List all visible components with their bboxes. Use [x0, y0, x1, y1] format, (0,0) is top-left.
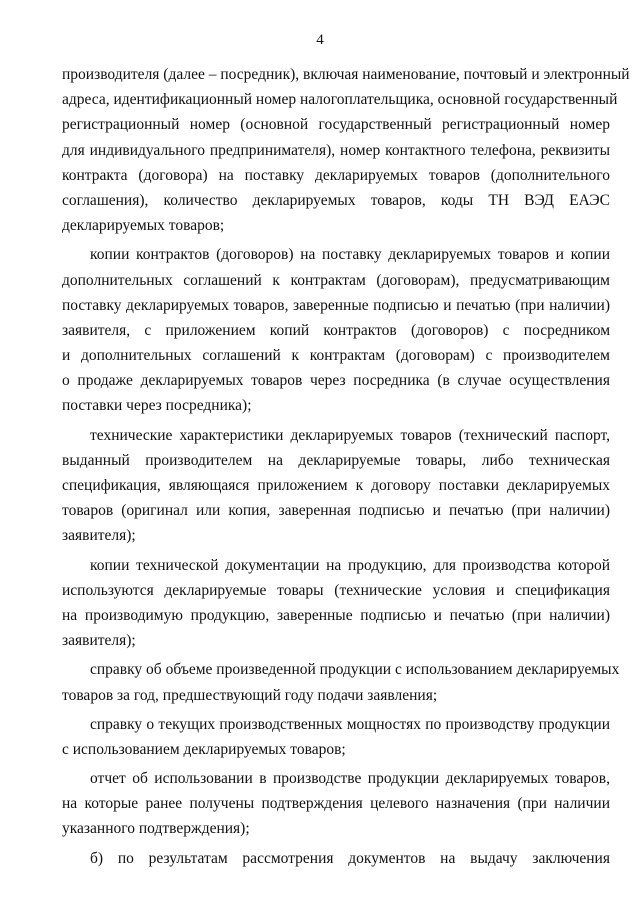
- text-line: для индивидуального предпринимателя), номер контактного телефона, реквизиты: [62, 141, 610, 159]
- paragraph-producer-details: [62, 62, 630, 238]
- text-line: заявителя, с приложением копий контрактов (договоров) с посредником: [62, 321, 610, 339]
- paragraph-production-capacity: [62, 712, 610, 762]
- paragraph-section-b: [62, 846, 610, 871]
- text-line: копии технической документации на продукцию, для производства которой: [90, 556, 610, 574]
- text-line: товаров за год, предшествующий году подачи заявления;: [62, 686, 438, 704]
- text-line: поставки через посредника);: [62, 397, 252, 415]
- text-line: и дополнительных соглашений к контрактам (договорам) с производителем: [62, 347, 610, 365]
- text-line: заявителя);: [62, 632, 136, 650]
- text-line: поставку декларируемых товаров, заверенные подписью и печатью (при наличии): [62, 296, 610, 314]
- text-line: спецификация, являющаяся приложением к договору поставки декларируемых: [62, 477, 610, 494]
- text-line: копии контрактов (договоров) на поставку декларируемых товаров и копии: [90, 246, 610, 264]
- paragraph-production-volume: [62, 657, 620, 707]
- paragraph-contract-copies: [62, 242, 610, 418]
- page-number: 4: [316, 32, 324, 48]
- paragraph-technical-documentation: [62, 553, 610, 654]
- text-line: отчет об использовании в производстве продукции декларируемых товаров,: [90, 770, 610, 788]
- text-line: заявителя);: [62, 527, 136, 545]
- text-line: справку об объеме произведенной продукции с использованием декларируемых: [90, 661, 620, 679]
- text-line: контракта (договора) на поставку декларируемых товаров (дополнительного: [62, 166, 610, 184]
- text-line: регистрационный номер (основной государственный регистрационный номер: [62, 116, 610, 134]
- text-line: товаров (оригинал или копия, заверенная подписью и печатью (при наличии): [62, 502, 610, 520]
- text-line: декларируемых товаров;: [62, 217, 225, 235]
- text-line: указанного подтверждения);: [62, 820, 250, 838]
- text-line: выданный производителем на декларируемые товары, либо техническая: [62, 451, 610, 469]
- paragraph-usage-report: [62, 766, 610, 842]
- text-line: о продаже декларируемых товаров через посредника (в случае осуществления: [62, 372, 610, 390]
- text-line: справку о текущих производственных мощностях по производству продукции: [90, 715, 610, 733]
- text-line: б) по результатам рассмотрения документов на выдачу заключения: [90, 849, 610, 867]
- document-body: [62, 62, 630, 871]
- text-line: соглашения), количество декларируемых товаров, коды ТН ВЭД ЕАЭС: [62, 191, 610, 209]
- text-line: используются декларируемые товары (технические условия и спецификация: [62, 581, 610, 599]
- text-line: дополнительных соглашений к контрактам (договорам), предусматривающим: [62, 271, 610, 289]
- paragraph-technical-characteristics: [62, 423, 610, 549]
- text-line: производителя (далее – посредник), включая наименование, почтовый и электронный: [62, 66, 630, 83]
- text-line: на которые ранее получены подтверждения целевого назначения (при наличии: [62, 795, 610, 813]
- text-line: на производимую продукцию, заверенные подписью и печатью (при наличии): [62, 606, 610, 624]
- text-line: адреса, идентификационный номер налогоплательщика, основной государственный: [62, 91, 618, 109]
- text-line: технические характеристики декларируемых товаров (технический паспорт,: [90, 426, 610, 444]
- text-line: с использованием декларируемых товаров;: [62, 740, 346, 758]
